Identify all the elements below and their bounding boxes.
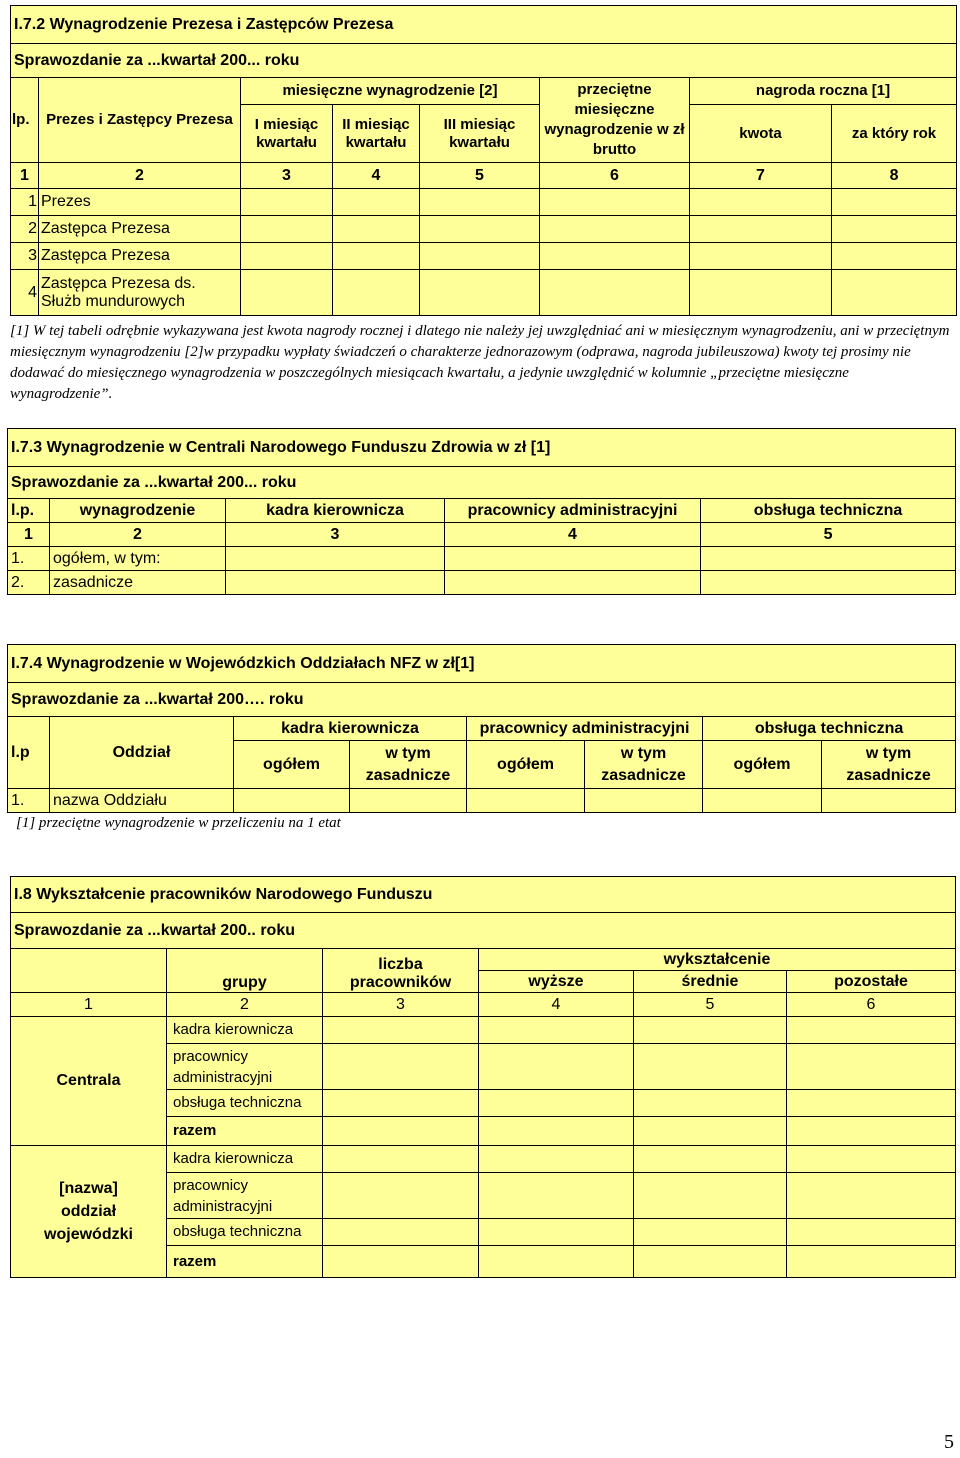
header-monthly: miesięczne wynagrodzenie [2] xyxy=(241,78,540,105)
input-cell[interactable] xyxy=(479,1246,634,1278)
colnum: 7 xyxy=(690,163,832,189)
header-lp: l.p xyxy=(8,717,50,789)
input-cell[interactable] xyxy=(323,1219,479,1246)
colnum: 4 xyxy=(445,523,701,547)
input-cell[interactable] xyxy=(832,270,957,316)
group-managers: kadra kierownicza xyxy=(167,1017,323,1044)
input-cell[interactable] xyxy=(634,1017,787,1044)
row-name: nazwa Oddziału xyxy=(50,789,234,813)
input-cell[interactable] xyxy=(323,1044,479,1090)
input-cell[interactable] xyxy=(634,1173,787,1219)
input-cell[interactable] xyxy=(832,243,957,270)
header-higher: wyższe xyxy=(479,971,634,993)
input-cell[interactable] xyxy=(540,243,690,270)
report-period: Sprawozdanie za ...kwartał 200…. roku xyxy=(8,683,956,717)
header-other: pozostałe xyxy=(787,971,956,993)
header-count: liczba pracowników xyxy=(323,949,479,993)
input-cell[interactable] xyxy=(226,547,445,571)
input-cell[interactable] xyxy=(787,1173,956,1219)
header-year: za który rok xyxy=(832,105,957,163)
colnum: 2 xyxy=(39,163,241,189)
row-number: 1 xyxy=(11,189,39,216)
table-row xyxy=(11,1017,956,1044)
input-cell[interactable] xyxy=(420,189,540,216)
table-row xyxy=(11,216,957,243)
input-cell[interactable] xyxy=(634,1117,787,1146)
input-cell[interactable] xyxy=(822,789,956,813)
header-tech: obsługa techniczna xyxy=(703,717,956,741)
input-cell[interactable] xyxy=(479,1146,634,1173)
input-cell[interactable] xyxy=(701,571,956,595)
table-row xyxy=(11,1146,956,1173)
input-cell[interactable] xyxy=(467,789,585,813)
colnum: 5 xyxy=(420,163,540,189)
report-period: Sprawozdanie za ...kwartał 200.. roku xyxy=(11,913,956,949)
colnum: 2 xyxy=(50,523,226,547)
input-cell[interactable] xyxy=(585,789,703,813)
row-number: 2. xyxy=(8,571,50,595)
section-title: I.7.2 Wynagrodzenie Prezesa i Zastępców Prezesa xyxy=(11,6,957,44)
colnum: 6 xyxy=(787,993,956,1017)
table-row xyxy=(11,243,957,270)
input-cell[interactable] xyxy=(787,1090,956,1117)
unit-regional xyxy=(11,1146,167,1278)
colnum: 5 xyxy=(634,993,787,1017)
footnote-bonus: [1] W tej tabeli odrębnie wykazywana jest kwota nagrody rocznej i dlatego nie należy jej uwzględniać ani w miesięcznym wynagrodzeniu, ani w przeciętnym miesięcznym wynagrodzeniu [2]w przypadku wypłaty świadczeń o charakterze jednorazowym (odprawa, nagroda jubileuszowa) kwoty tej prosimy nie dodawać do miesięcznego wynagrodzenia w poszczególnych miesiącach kwartału, a jedynie uwzględnić w kolumnie „przeciętne miesięczne wynagrodzenie”. xyxy=(10,323,950,402)
header-salary: wynagrodzenie xyxy=(50,499,226,523)
colnum: 2 xyxy=(167,993,323,1017)
row-name: Zastępca Prezesa xyxy=(39,243,241,270)
header-incl-basic: w tym zasadnicze xyxy=(822,741,956,789)
group-managers: kadra kierownicza xyxy=(167,1146,323,1173)
input-cell[interactable] xyxy=(787,1017,956,1044)
table-row xyxy=(8,571,956,595)
input-cell[interactable] xyxy=(479,1044,634,1090)
footnote-average: [1] przeciętne wynagrodzenie w przeliczeniu na 1 etat xyxy=(16,815,341,831)
report-period: Sprawozdanie za ...kwartał 200... roku xyxy=(8,467,956,499)
page-number: 5 xyxy=(944,1431,954,1453)
input-cell[interactable] xyxy=(241,189,333,216)
header-name: Prezes i Zastępcy Prezesa xyxy=(39,78,241,163)
input-cell[interactable] xyxy=(690,243,832,270)
colnum: 8 xyxy=(832,163,957,189)
input-cell[interactable] xyxy=(787,1219,956,1246)
header-groups: grupy xyxy=(167,949,323,993)
colnum: 3 xyxy=(323,993,479,1017)
row-number: 1. xyxy=(8,789,50,813)
input-cell[interactable] xyxy=(690,189,832,216)
row-name: zasadnicze xyxy=(50,571,226,595)
row-name: Prezes xyxy=(39,189,241,216)
header-admin: pracownicy administracyjni xyxy=(467,717,703,741)
report-period: Sprawozdanie za ...kwartał 200... roku xyxy=(11,44,957,78)
group-total: razem xyxy=(167,1246,323,1278)
input-cell[interactable] xyxy=(420,243,540,270)
input-cell[interactable] xyxy=(350,789,467,813)
table-presidents-salary xyxy=(10,5,957,316)
group-admin xyxy=(167,1044,323,1090)
table-row xyxy=(8,547,956,571)
header-admin: pracownicy administracyjni xyxy=(445,499,701,523)
input-cell[interactable] xyxy=(241,243,333,270)
table-row xyxy=(11,189,957,216)
header-branch: Oddział xyxy=(50,717,234,789)
input-cell[interactable] xyxy=(634,1219,787,1246)
row-name: ogółem, w tym: xyxy=(50,547,226,571)
input-cell[interactable] xyxy=(241,270,333,316)
unit-central: Centrala xyxy=(11,1017,167,1146)
input-cell[interactable] xyxy=(445,571,701,595)
input-cell[interactable] xyxy=(323,1117,479,1146)
colnum: 4 xyxy=(333,163,420,189)
input-cell[interactable] xyxy=(634,1090,787,1117)
section-title: I.7.3 Wynagrodzenie w Centrali Narodowego Funduszu Zdrowia w zł [1] xyxy=(8,429,956,467)
header-managers: kadra kierownicza xyxy=(226,499,445,523)
input-cell[interactable] xyxy=(226,571,445,595)
header-month-3: III miesiąc kwartału xyxy=(420,105,540,163)
header-month-2: II miesiąc kwartału xyxy=(333,105,420,163)
input-cell[interactable] xyxy=(479,1173,634,1219)
input-cell[interactable] xyxy=(445,547,701,571)
colnum: 1 xyxy=(11,163,39,189)
input-cell[interactable] xyxy=(690,270,832,316)
input-cell[interactable] xyxy=(832,216,957,243)
unit-regional-label: [nazwa] oddział wojewódzki xyxy=(44,1180,133,1243)
header-incl-basic: w tym zasadnicze xyxy=(585,741,703,789)
input-cell[interactable] xyxy=(701,547,956,571)
colnum: 4 xyxy=(479,993,634,1017)
group-tech: obsługa techniczna xyxy=(167,1090,323,1117)
table-central-salary xyxy=(7,428,956,595)
input-cell[interactable] xyxy=(690,216,832,243)
input-cell[interactable] xyxy=(333,189,420,216)
input-cell[interactable] xyxy=(479,1017,634,1044)
group-total: razem xyxy=(167,1117,323,1146)
input-cell[interactable] xyxy=(787,1044,956,1090)
input-cell[interactable] xyxy=(479,1090,634,1117)
colnum: 1 xyxy=(8,523,50,547)
header-incl-basic: w tym zasadnicze xyxy=(350,741,467,789)
input-cell[interactable] xyxy=(234,789,350,813)
group-admin xyxy=(167,1173,323,1219)
row-number: 1. xyxy=(8,547,50,571)
input-cell[interactable] xyxy=(323,1017,479,1044)
header-average: przeciętne miesięczne wynagrodzenie w zł brutto xyxy=(540,78,690,163)
input-cell[interactable] xyxy=(540,270,690,316)
header-total: ogółem xyxy=(467,741,585,789)
input-cell[interactable] xyxy=(703,789,822,813)
header-managers: kadra kierownicza xyxy=(234,717,467,741)
input-cell[interactable] xyxy=(787,1246,956,1278)
table-row xyxy=(8,789,956,813)
input-cell[interactable] xyxy=(241,216,333,243)
input-cell[interactable] xyxy=(479,1117,634,1146)
header-tech: obsługa techniczna xyxy=(701,499,956,523)
group-admin-label: pracownicy administracyjni xyxy=(173,1047,273,1086)
group-tech: obsługa techniczna xyxy=(167,1219,323,1246)
input-cell[interactable] xyxy=(479,1219,634,1246)
input-cell[interactable] xyxy=(634,1246,787,1278)
table-row xyxy=(11,270,957,316)
section-title: I.8 Wykształcenie pracowników Narodowego Funduszu xyxy=(11,877,956,913)
colnum: 5 xyxy=(701,523,956,547)
input-cell[interactable] xyxy=(323,1246,479,1278)
header-lp: l.p. xyxy=(8,499,50,523)
table-education xyxy=(10,876,956,1278)
input-cell[interactable] xyxy=(787,1117,956,1146)
header-lp: lp. xyxy=(11,78,39,163)
colnum: 1 xyxy=(11,993,167,1017)
header-bonus: nagroda roczna [1] xyxy=(690,78,957,105)
colnum: 6 xyxy=(540,163,690,189)
colnum: 3 xyxy=(241,163,333,189)
group-admin-label: pracownicy administracyjni xyxy=(173,1176,273,1215)
input-cell[interactable] xyxy=(540,216,690,243)
section-title: I.7.4 Wynagrodzenie w Wojewódzkich Oddziałach NFZ w zł[1] xyxy=(8,645,956,683)
input-cell[interactable] xyxy=(634,1146,787,1173)
input-cell[interactable] xyxy=(323,1173,479,1219)
row-number: 2 xyxy=(11,216,39,243)
input-cell[interactable] xyxy=(420,270,540,316)
table-regional-salary xyxy=(7,644,956,813)
input-cell[interactable] xyxy=(333,243,420,270)
input-cell[interactable] xyxy=(540,189,690,216)
header-month-1: I miesiąc kwartału xyxy=(241,105,333,163)
input-cell[interactable] xyxy=(634,1044,787,1090)
row-number: 3 xyxy=(11,243,39,270)
header-education: wykształcenie xyxy=(479,949,956,971)
row-name: Zastępca Prezesa xyxy=(39,216,241,243)
header-total: ogółem xyxy=(703,741,822,789)
input-cell[interactable] xyxy=(333,216,420,243)
header-total: ogółem xyxy=(234,741,350,789)
input-cell[interactable] xyxy=(420,216,540,243)
row-name: Zastępca Prezesa ds. Służb mundurowych xyxy=(39,270,241,316)
header-amount: kwota xyxy=(690,105,832,163)
colnum: 3 xyxy=(226,523,445,547)
input-cell[interactable] xyxy=(323,1146,479,1173)
header-secondary: średnie xyxy=(634,971,787,993)
blank-cell xyxy=(11,949,167,993)
input-cell[interactable] xyxy=(832,189,957,216)
input-cell[interactable] xyxy=(323,1090,479,1117)
input-cell[interactable] xyxy=(333,270,420,316)
row-number: 4 xyxy=(11,270,39,316)
input-cell[interactable] xyxy=(787,1146,956,1173)
